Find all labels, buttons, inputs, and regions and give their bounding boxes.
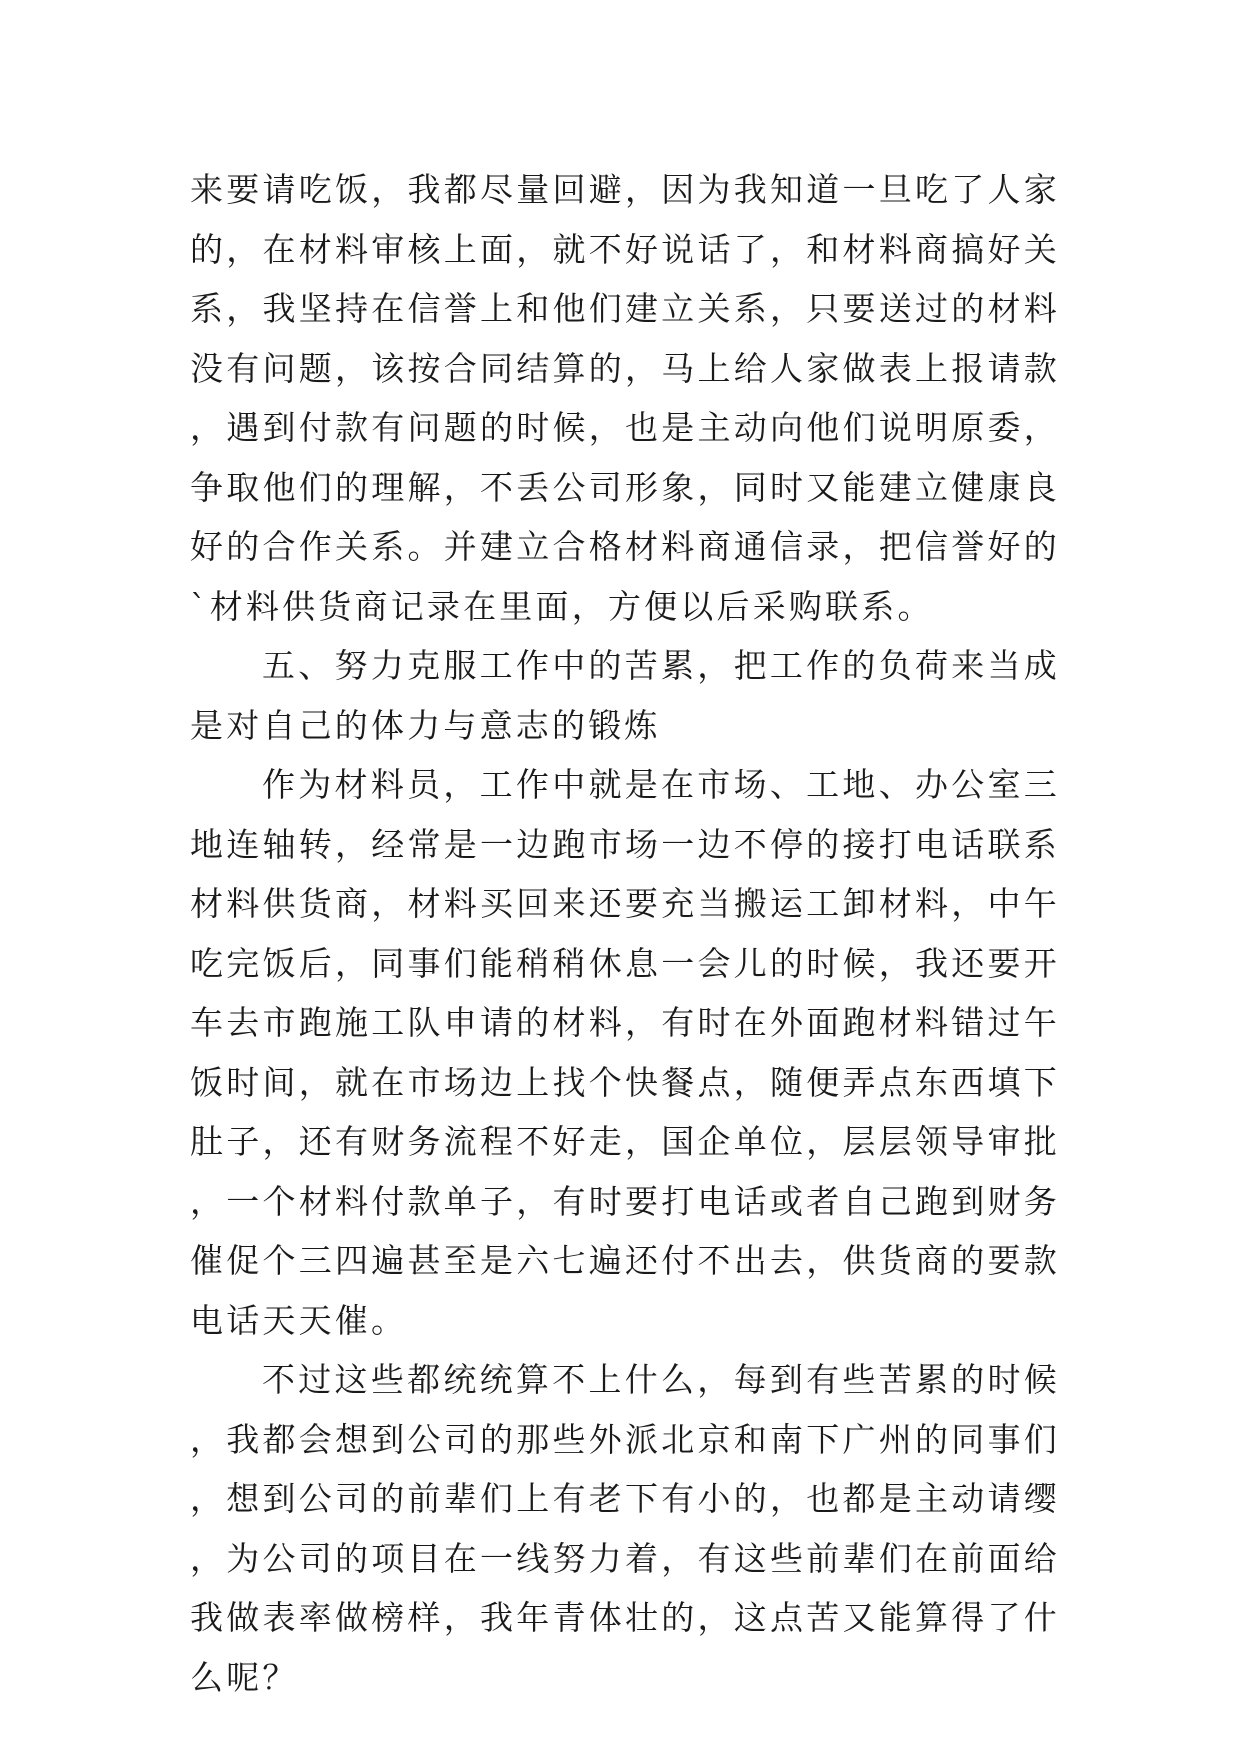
paragraph-2: 作为材料员，工作中就是在市场、工地、办公室三地连轴转，经常是一边跑市场一边不停的接打电话联系材料供货商，材料买回来还要充当搬运工卸材料，中午吃完饭后，同事们能稍稍休息一会儿的时候，我还要开车去市跑施工队申请的材料，有时在外面跑材料错过午饭时间，就在市场边上找个快餐点，随便弄点东西填下肚子，还有财务流程不好走，国企单位，层层领导审批，一个材料付款单子，有时要打电话或者自己跑到财务催促个三四遍甚至是六七遍还付不出去，供货商的要款电话天天催。 bbox=[190, 765, 1060, 1340]
paragraph-1: 来要请吃饭，我都尽量回避，因为我知道一旦吃了人家的，在材料审核上面，就不好说话了，和材料商搞好关系，我坚持在信誉上和他们建立关系，只要送过的材料没有问题，该按合同结算的，马上给人家做表上报请款，遇到付款有问题的时候，也是主动向他们说明原委，争取他们的理解，不丢公司形象，同时又能建立健康良好的合作关系。并建立合格材料商通信录，把信誉好的`材料供货商记录在里面，方便以后采购联系。 bbox=[190, 170, 1060, 626]
document-body bbox=[190, 160, 1060, 1707]
section-heading-5: 五、努力克服工作中的苦累，把工作的负荷来当成是对自己的体力与意志的锻炼 bbox=[190, 646, 1060, 745]
paragraph-3: 不过这些都统统算不上什么，每到有些苦累的时候，我都会想到公司的那些外派北京和南下广州的同事们，想到公司的前辈们上有老下有小的，也都是主动请缨，为公司的项目在一线努力着，有这些前辈们在前面给我做表率做榜样，我年青体壮的，这点苦又能算得了什么呢？ bbox=[190, 1360, 1060, 1697]
